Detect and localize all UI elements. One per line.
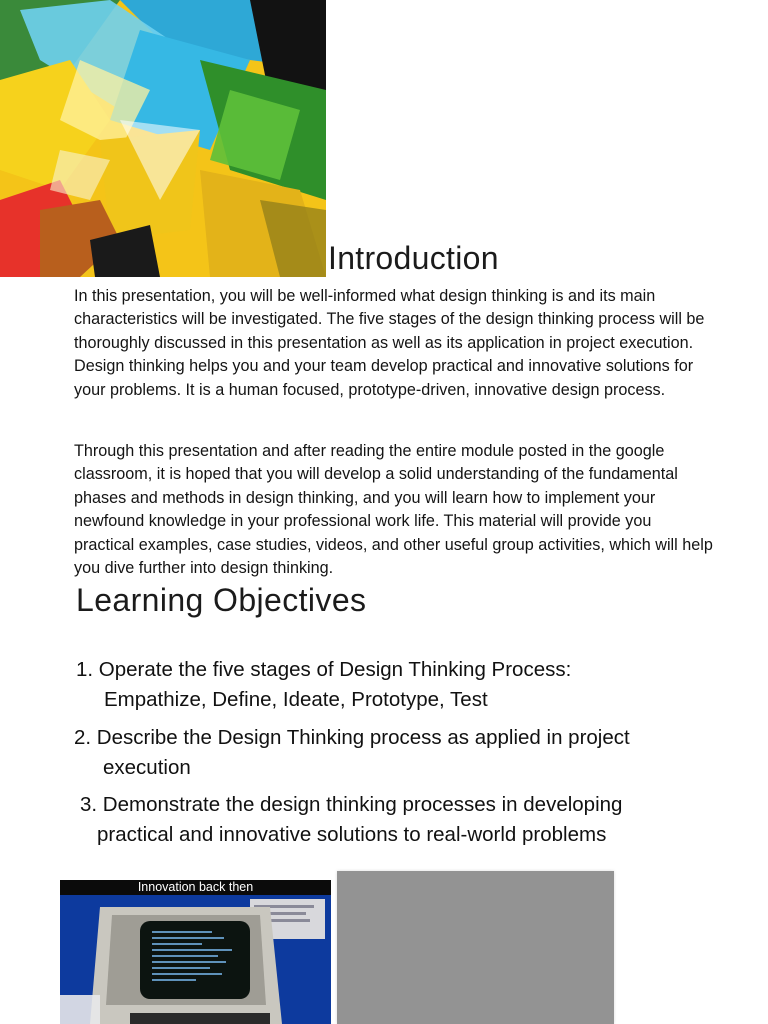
- hero-image: [0, 0, 326, 277]
- objective-item-3: [80, 790, 622, 849]
- objective-2-line-2: execution: [103, 755, 191, 779]
- learning-objectives-title: Learning Objectives: [76, 582, 367, 618]
- innovation-caption: Innovation back then: [60, 880, 331, 895]
- objective-item-2: [74, 723, 630, 782]
- objective-item-1: [76, 655, 571, 714]
- introduction-paragraph-1: In this presentation, you will be well-informed what design thinking is and its main characteristics will be investigated. The five stages of the design thinking process will be thoroughly discussed in this presentation as well as its application in project execution. Design thinking helps you and your team develop practical and innovative solutions for your problems. It is a human focused, prototype-driven, innovative design process.: [74, 287, 705, 399]
- objective-1-line-2: Empathize, Define, Ideate, Prototype, Test: [104, 687, 488, 711]
- innovation-back-then-image[interactable]: [60, 880, 331, 1024]
- vintage-computer-icon: [60, 895, 331, 1024]
- objective-1-line-1: 1. Operate the five stages of Design Thinking Process:: [76, 658, 572, 681]
- abstract-squares-graphic: [0, 0, 326, 277]
- introduction-paragraph-2: Through this presentation and after reading the entire module posted in the google classroom, it is hoped that you will develop a solid understanding of the fundamental phases and methods in design thinking, and you will learn how to implement your newfound knowledge in your professional work life. This material will provide you practical examples, case studies, videos, and other useful group activities, which will help you dive further into design thinking.: [74, 442, 713, 578]
- objective-3-line-2: practical and innovative solutions to real-world problems: [97, 822, 607, 846]
- introduction-title: Introduction: [328, 240, 499, 276]
- gray-placeholder-image[interactable]: [337, 871, 614, 1024]
- objective-2-line-1: 2. Describe the Design Thinking process as applied in project: [74, 726, 630, 749]
- objective-3-line-1: 3. Demonstrate the design thinking processes in developing: [80, 793, 623, 816]
